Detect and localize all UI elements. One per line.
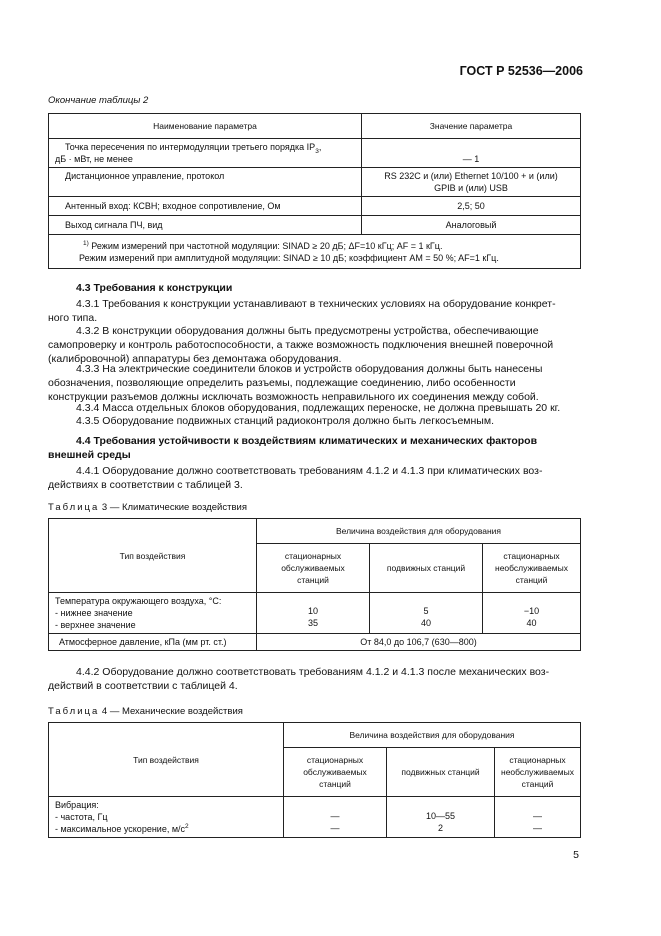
paragraph-4-4-2 <box>48 665 581 693</box>
table2-header-name: Наименование параметра <box>49 114 362 139</box>
heading-line: внешней среды <box>48 449 131 461</box>
paragraph-line: обозначения, позволяющие определить разъемы, подлежащие соединению, либо особенности <box>48 377 516 389</box>
table4-cell-col1 <box>284 797 387 838</box>
table3 <box>48 518 581 651</box>
table2-cell-value <box>362 168 581 197</box>
cell-line: — <box>330 811 340 821</box>
table4 <box>48 722 581 838</box>
table2-cell-name: Антенный вход: КСВН; входное сопротивление, Ом <box>49 197 362 216</box>
paragraph-line: 4.4.2 Оборудование должно соответствовать требованиям 4.1.2 и 4.1.3 после механических воз- <box>76 666 550 678</box>
table2 <box>48 113 581 269</box>
table3-header-col3 <box>483 544 581 593</box>
header-line: стационарных <box>306 755 364 765</box>
table2-footnote <box>49 235 581 269</box>
protocol-value-line1: RS 232C и (или) Ethernet 10/100 + и (или) <box>384 171 558 181</box>
table3-header-group: Величина воздействия для оборудования <box>257 519 581 544</box>
table4-header-col3 <box>495 748 581 797</box>
header-line: стационарных <box>503 551 560 561</box>
table3-cell-col2 <box>370 593 483 634</box>
cell-line: 35 <box>307 618 318 628</box>
table-row <box>49 216 581 235</box>
paragraph-line: самопроверку и контроль работоспособности, а также возможность подключения внешней поверочной <box>48 339 554 351</box>
header-line: обслуживаемых <box>281 563 345 573</box>
table3-cell-col3 <box>483 593 581 634</box>
header-line: станций <box>515 575 548 585</box>
paragraph-line: конструкции разъемов должны исключать возможность неправильного их соединения между собой. <box>48 391 539 403</box>
table2-cell-name <box>49 139 362 168</box>
table4-cell-type <box>49 797 284 838</box>
table4-header-group: Величина воздействия для оборудования <box>284 723 581 748</box>
cell-line: 10—55 <box>425 811 456 821</box>
table-row <box>49 797 581 838</box>
table-row <box>49 593 581 634</box>
table2-cell-name: Дистанционное управление, протокол <box>49 168 362 197</box>
heading-line: 4.4 Требования устойчивости к воздействиям климатических и механических факторов <box>76 435 538 447</box>
table2-caption: Окончание таблицы 2 <box>48 95 149 106</box>
footnote-line1: Режим измерений при частотной модуляции: SINAD ≥ 20 дБ; ΔF=10 кГц; AF = 1 кГц. <box>91 240 443 251</box>
paragraph-4-3-5: 4.3.5 Оборудование подвижных станций радиоконтроля должно быть легкосъемным. <box>76 415 494 427</box>
table2-cell-name: Выход сигнала ПЧ, вид <box>49 216 362 235</box>
table4-header-type: Тип воздействия <box>49 723 284 797</box>
section-4-4-heading <box>48 434 581 462</box>
paragraph-line: (калибровочной) аппаратуры без демонтажа оборудования. <box>48 353 342 365</box>
footnote-mark: 1) <box>83 239 89 247</box>
table2-header-value: Значение параметра <box>362 114 581 139</box>
header-line: станций <box>297 575 329 585</box>
cell-line: 5 <box>423 606 429 616</box>
cell-line: - частота, Гц <box>55 812 108 822</box>
table-row <box>49 168 581 197</box>
table4-cell-col3 <box>495 797 581 838</box>
ip3-comma: , <box>318 142 322 152</box>
table4-cell-col2 <box>387 797 495 838</box>
table2-cell-value: Аналоговый <box>362 216 581 235</box>
table2-cell-value: — 1 <box>362 139 581 168</box>
cell-line: — <box>533 823 542 833</box>
table-row <box>49 634 581 651</box>
footnote-line2: Режим измерений при амплитудной модуляции: SINAD ≥ 10 дБ; коэффициент AM = 50 %; AF=1 кГц. <box>79 252 499 263</box>
paragraph-line: 4.3.1 Требования к конструкции устанавливают в технических условиях на оборудование конкрет- <box>76 298 556 310</box>
table3-cell-col1 <box>257 593 370 634</box>
table-row <box>49 197 581 216</box>
paragraph-line: 4.4.1 Оборудование должно соответствовать требованиям 4.1.2 и 4.1.3 при климатических воз- <box>76 465 543 477</box>
cell-line: 2 <box>437 823 443 833</box>
document-header: ГОСТ Р 52536—2006 <box>459 64 583 78</box>
table3-header-col1 <box>257 544 370 593</box>
table3-cell-type <box>49 593 257 634</box>
paragraph-4-3-3 <box>48 362 581 404</box>
ip3-label: Точка пересечения по интермодуляции третьего порядка IP <box>65 142 316 152</box>
caption-title: 3 — Климатические воздействия <box>101 502 247 513</box>
cell-line: — <box>330 823 340 833</box>
cell-line: Температура окружающего воздуха, °С: <box>55 596 222 606</box>
ip3-label-line2: дБ · мВт, не менее <box>55 154 133 164</box>
paragraph-4-3-2 <box>48 324 581 366</box>
table-row <box>49 235 581 269</box>
header-line: станций <box>319 779 351 789</box>
cell-line: Вибрация: <box>55 800 99 810</box>
paragraph-line: действий в соответствии с таблицей 4. <box>48 680 238 692</box>
header-line: станций <box>521 779 554 789</box>
table2-cell-value: 2,5; 50 <box>362 197 581 216</box>
unit-superscript: 2 <box>185 823 189 830</box>
table-row <box>49 139 581 168</box>
cell-line: — <box>533 811 542 821</box>
section-4-3-heading: 4.3 Требования к конструкции <box>76 282 233 294</box>
table3-header-col2: подвижных станций <box>370 544 483 593</box>
table3-cell-type: Атмосферное давление, кПа (мм рт. ст.) <box>49 634 257 651</box>
table4-header-col1 <box>284 748 387 797</box>
paragraph-4-4-1 <box>48 464 581 492</box>
ip3-subscript: 3 <box>315 147 319 155</box>
paragraph-line: 4.3.2 В конструкции оборудования должны быть предусмотрены устройства, обеспечивающие <box>76 325 539 337</box>
caption-title: 4 — Механические воздействия <box>101 706 243 717</box>
header-line: стационарных <box>509 755 566 765</box>
cell-line: - нижнее значение <box>55 608 133 618</box>
cell-line: - верхнее значение <box>55 620 136 630</box>
caption-prefix: Таблица <box>48 706 100 717</box>
paragraph-line: действиях в соответствии с таблицей 3. <box>48 479 243 491</box>
header-line: обслуживаемых <box>303 767 367 777</box>
cell-line: 10 <box>307 606 318 616</box>
caption-prefix: Таблица <box>48 502 100 513</box>
paragraph-4-3-1 <box>48 297 581 325</box>
paragraph-4-3-4: 4.3.4 Масса отдельных блоков оборудования, подлежащих переноске, не должна превышать 20 кг. <box>76 402 561 414</box>
cell-line: 40 <box>526 618 537 628</box>
table3-header-type: Тип воздействия <box>49 519 257 593</box>
page-number: 5 <box>573 849 579 861</box>
cell-line: −10 <box>523 606 540 616</box>
paragraph-line: 4.3.3 На электрические соединители блоков и устройств оборудования должны быть нанесены <box>76 363 543 375</box>
paragraph-line: ного типа. <box>48 312 98 324</box>
header-line: необслуживаемых <box>501 767 574 777</box>
table4-caption <box>48 706 243 717</box>
header-line: стационарных <box>284 551 342 561</box>
protocol-value-line2: GPIB и (или) USB <box>434 183 508 193</box>
header-line: необслуживаемых <box>495 563 568 573</box>
cell-line: 40 <box>420 618 431 628</box>
cell-line: - максимальное ускорение, м/с <box>55 824 186 834</box>
table3-cell-merged: От 84,0 до 106,7 (630—800) <box>257 634 581 651</box>
table3-caption <box>48 502 247 513</box>
table4-header-col2: подвижных станций <box>387 748 495 797</box>
